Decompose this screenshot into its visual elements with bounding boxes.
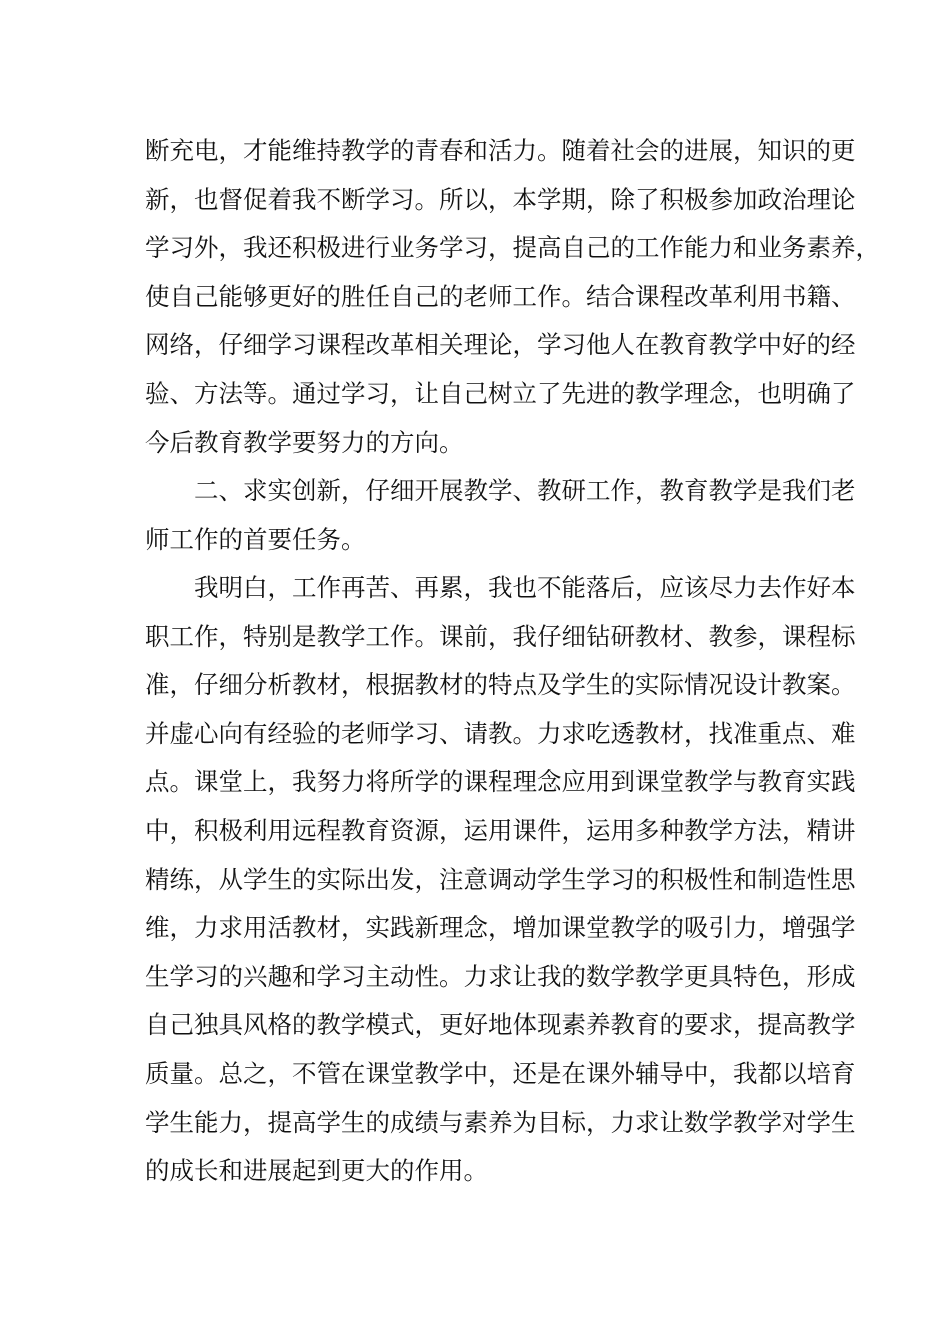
text-line: 断充电，才能维持教学的青春和活力。随着社会的进展，知识的更 xyxy=(145,136,856,165)
text-line: 网络，仔细学习课程改革相关理论，学习他人在教育教学中好的经 xyxy=(145,330,856,360)
text-line: 精练，从学生的实际出发，注意调动学生学习的积极性和制造性思 xyxy=(145,864,856,894)
text-line: 师工作的首要任务。 xyxy=(145,524,366,554)
paragraph-section-two-heading xyxy=(145,467,856,564)
text-line: 学习外，我还积极进行业务学习，提高自己的工作能力和业务素养， xyxy=(145,233,880,263)
text-line: 维，力求用活教材，实践新理念，增加课堂教学的吸引力，增强学 xyxy=(145,913,856,943)
text-line: 使自己能够更好的胜任自己的老师工作。结合课程改革利用书籍、 xyxy=(145,281,856,311)
text-line: 二、求实创新，仔细开展教学、教研工作，教育教学是我们老 xyxy=(194,476,856,505)
paragraph-teaching-work xyxy=(145,564,856,1196)
text-line: 点。课堂上，我努力将所学的课程理念应用到课堂教学与教育实践 xyxy=(145,767,856,797)
text-line: 验、方法等。通过学习，让自己树立了先进的教学理念，也明确了 xyxy=(145,378,856,408)
text-line: 并虚心向有经验的老师学习、请教。力求吃透教材，找准重点、难 xyxy=(145,718,856,748)
text-line: 生学习的兴趣和学习主动性。力求让我的数学教学更具特色，形成 xyxy=(145,961,856,991)
text-line: 的成长和进展起到更大的作用。 xyxy=(145,1156,488,1186)
text-line: 质量。总之，不管在课堂教学中，还是在课外辅导中，我都以培育 xyxy=(145,1058,856,1088)
text-line: 准，仔细分析教材，根据教材的特点及学生的实际情况设计教案。 xyxy=(145,670,856,700)
text-line: 今后教育教学要努力的方向。 xyxy=(145,427,464,457)
paragraph-study xyxy=(145,127,880,467)
text-line: 职工作，特别是教学工作。课前，我仔细钻研教材、教参，课程标 xyxy=(145,621,856,651)
text-line: 我明白，工作再苦、再累，我也不能落后，应该尽力去作好本 xyxy=(194,573,856,602)
text-line: 新，也督促着我不断学习。所以，本学期，除了积极参加政治理论 xyxy=(145,184,856,214)
text-line: 学生能力，提高学生的成绩与素养为目标，力求让数学教学对学生 xyxy=(145,1107,856,1137)
text-line: 中，积极利用远程教育资源，运用课件，运用多种教学方法，精讲 xyxy=(145,815,856,845)
text-line: 自己独具风格的教学模式，更好地体现素养教育的要求，提高教学 xyxy=(145,1010,856,1040)
